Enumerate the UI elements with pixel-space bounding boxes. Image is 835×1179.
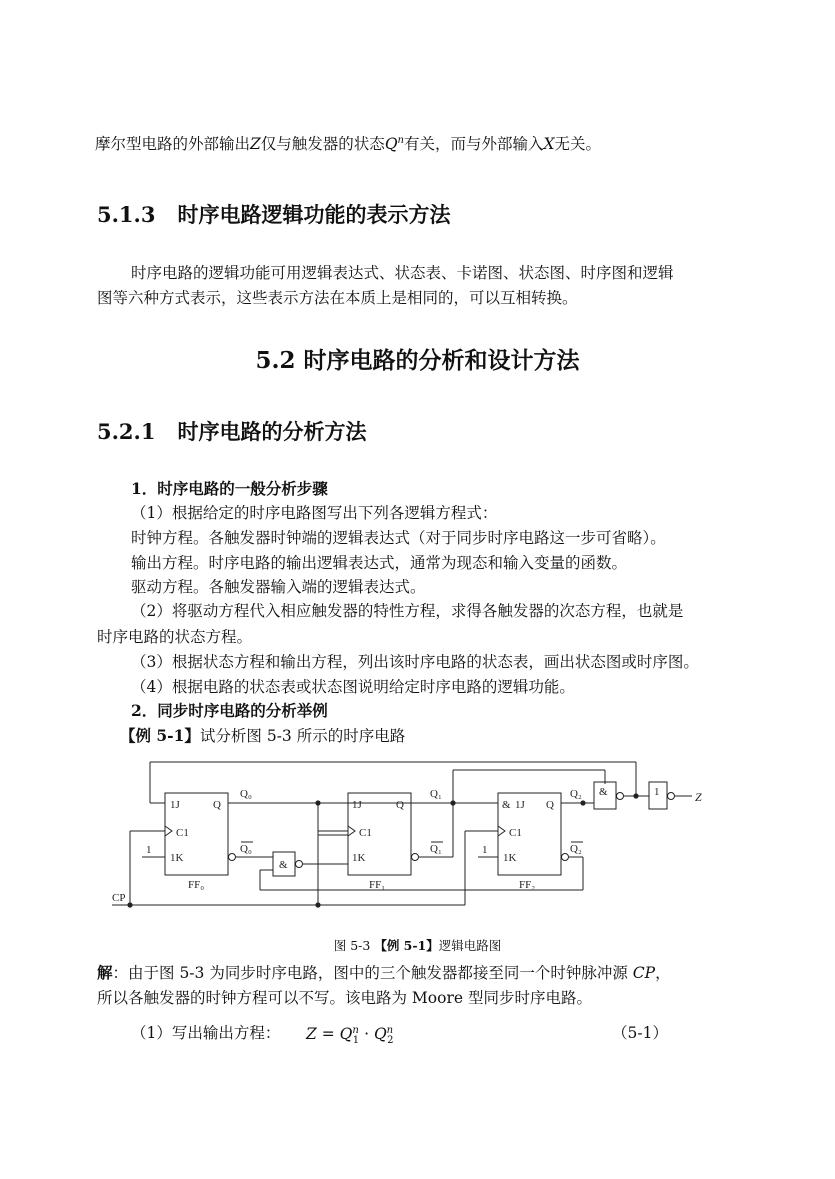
section-heading-513 <box>97 199 450 229</box>
output-equation-label: （1）写出输出方程： <box>131 1024 281 1042</box>
output-equation <box>306 1021 394 1051</box>
superscript: n <box>397 135 404 146</box>
q2bar-bubble <box>562 854 569 861</box>
and-gate-1-symbol: & <box>279 859 288 871</box>
section-heading-521 <box>97 416 366 446</box>
ff0-k-label: 1K <box>170 852 184 864</box>
var-x: X <box>543 135 555 154</box>
q0bar-label: Q₀ <box>240 843 252 855</box>
not-gate-bubble <box>668 793 675 800</box>
step-line: 驱动方程。各触发器输入端的逻辑表达式。 <box>131 578 426 596</box>
equation-number: （5-1） <box>612 1024 668 1042</box>
item-heading: 2．同步时序电路的分析举例 <box>131 701 328 720</box>
eq-equals: = <box>316 1025 340 1044</box>
ff2-k-label: 1K <box>503 852 517 864</box>
ff2-clock-label: C1 <box>509 827 522 839</box>
ff1-clock-label: C1 <box>359 827 372 839</box>
intro-line <box>95 131 601 154</box>
paragraph-line: 时序电路的逻辑功能可用逻辑表达式、状态表、卡诺图、状态图、时序图和逻辑 <box>131 264 674 282</box>
ff2-q-label: Q <box>546 799 554 811</box>
q0bar-bubble <box>229 854 236 861</box>
not-gate-symbol: 1 <box>654 786 660 798</box>
logic-circuit-diagram <box>105 755 715 920</box>
ff2-j-label: 1J <box>515 799 525 811</box>
example-line <box>120 726 405 746</box>
and-gate-1-bubble <box>296 861 303 868</box>
ff0-name: FF₀ <box>188 879 205 891</box>
caption-tag: 【例 5-1】 <box>374 938 439 953</box>
step-line: （1）根据给定的时序电路图写出下列各逻辑方程式： <box>131 504 498 522</box>
step-line: （2）将驱动方程代入相应触发器的特性方程，求得各触发器的次态方程，也就是 <box>131 602 684 620</box>
example-tag: 【例 5-1】 <box>120 726 200 745</box>
section-title: 时序电路逻辑功能的表示方法 <box>177 202 451 227</box>
var-q: Q <box>384 135 398 154</box>
figure-caption <box>0 936 835 954</box>
ff2-k-one: 1 <box>482 844 488 856</box>
intro-text: 摩尔型电路的外部输出 <box>95 135 251 154</box>
eq-dot: · <box>359 1025 374 1044</box>
q2bar-label: Q₂ <box>570 843 582 855</box>
step-line: （4）根据电路的状态表或状态图说明给定时序电路的逻辑功能。 <box>131 678 575 696</box>
ff2-and-label: & <box>502 799 511 811</box>
q0-label: Q₀ <box>240 788 252 800</box>
section-number: 5.1.3 <box>97 202 156 227</box>
eq-sub: 2 <box>387 1035 394 1047</box>
ff1-name: FF₁ <box>369 879 386 891</box>
eq-sup: n <box>386 1025 394 1036</box>
step-line: 时序电路的状态方程。 <box>97 628 253 646</box>
and-gate-output-bubble <box>617 793 624 800</box>
step-line: 输出方程。时序电路的输出逻辑表达式，通常为现态和输入变量的函数。 <box>131 554 628 572</box>
cp-label: CP <box>112 892 126 904</box>
section-title: 时序电路的分析方法 <box>177 419 367 444</box>
solution-line-1 <box>97 963 671 983</box>
ff1-k-label: 1K <box>352 852 366 864</box>
ff0-clock-label: C1 <box>176 827 189 839</box>
item-heading: 1．时序电路的一般分析步骤 <box>131 479 328 498</box>
caption-prefix: 图 5-3 <box>333 938 375 953</box>
ff1-j-label: 1J <box>352 799 362 811</box>
solution-line-2: 所以各触发器的时钟方程可以不写。该电路为 Moore 型同步时序电路。 <box>97 989 592 1007</box>
section-number: 5.2.1 <box>97 419 156 444</box>
q1bar-bubble <box>412 854 419 861</box>
ff1-q-label: Q <box>396 799 404 811</box>
eq-z: Z <box>306 1025 317 1044</box>
ff0-k-one: 1 <box>146 844 152 856</box>
var-z: Z <box>250 135 261 154</box>
intro-text: 有关，而与外部输入 <box>403 135 544 154</box>
eq-sup: n <box>352 1025 359 1036</box>
paragraph-line: 图等六种方式表示，这些表示方法在本质上是相同的，可以互相转换。 <box>97 289 578 307</box>
q2-label: Q₂ <box>570 788 582 800</box>
eq-q1: Q <box>339 1025 353 1044</box>
step-line: 时钟方程。各触发器时钟端的逻辑表达式（对于同步时序电路这一步可省略）。 <box>131 529 666 547</box>
ff0-q-label: Q <box>213 799 221 811</box>
intro-text: 无关。 <box>554 135 602 154</box>
eq-q2: Q <box>373 1025 387 1044</box>
var-cp: CP <box>632 964 656 982</box>
solution-text: ：由于图 5-3 为同步时序电路，图中的三个触发器都接至同一个时钟脉冲源 <box>112 964 628 982</box>
caption-suffix: 逻辑电路图 <box>438 938 502 953</box>
solution-text: ， <box>655 964 671 982</box>
q1-label: Q₁ <box>430 788 442 800</box>
ff2-name: FF₂ <box>519 879 536 891</box>
output-z-label: Z <box>695 790 702 804</box>
ff0-j-label: 1J <box>170 799 180 811</box>
eq-sub: 1 <box>352 1035 360 1047</box>
and-gate-output-symbol: & <box>599 786 608 798</box>
q1bar-label: Q₁ <box>430 843 442 855</box>
intro-text: 仅与触发器的状态 <box>260 135 385 154</box>
solution-label: 解 <box>97 963 113 982</box>
step-line: （3）根据状态方程和输出方程，列出该时序电路的状态表，画出状态图或时序图。 <box>131 653 699 671</box>
example-text: 试分析图 5-3 所示的时序电路 <box>199 727 406 745</box>
chapter-section-title: 5.2 时序电路的分析和设计方法 <box>255 347 580 374</box>
